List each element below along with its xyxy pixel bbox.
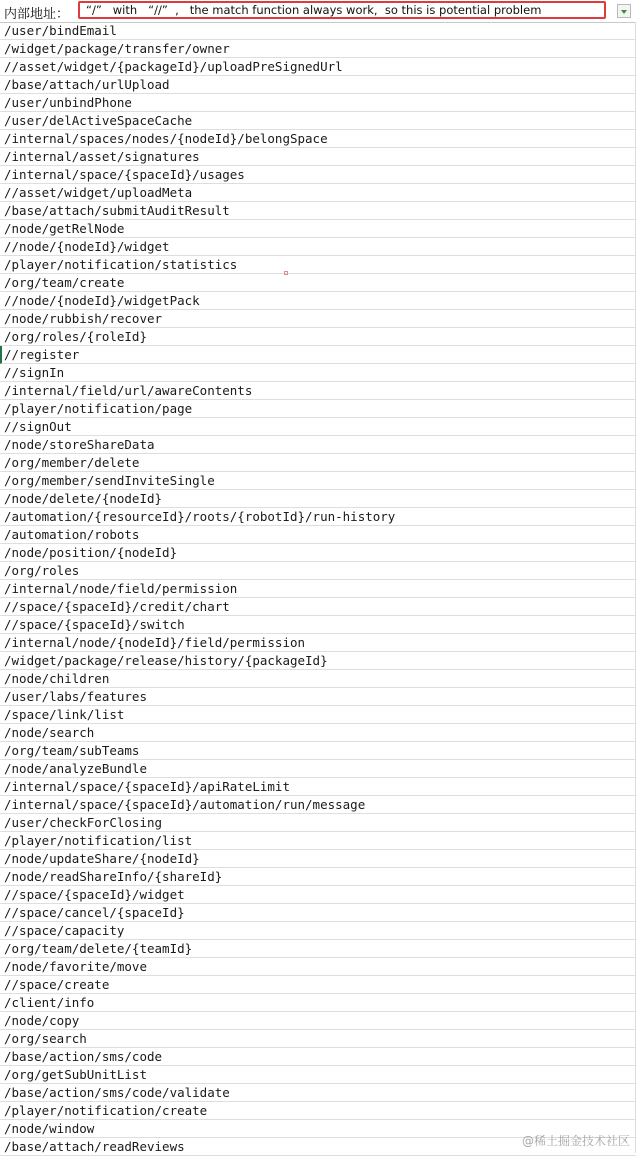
filter-dropdown-button[interactable] bbox=[617, 4, 631, 18]
internal-address-label: 内部地址： bbox=[4, 7, 70, 22]
table-row[interactable]: //space/{spaceId}/widget bbox=[0, 886, 636, 904]
table-row[interactable]: /node/search bbox=[0, 724, 636, 742]
table-row[interactable]: /node/favorite/move bbox=[0, 958, 636, 976]
table-row[interactable]: //space/{spaceId}/switch bbox=[0, 616, 636, 634]
filter-input-text: “/” with “//” , the match function always work, so this is potential problem bbox=[86, 3, 542, 17]
table-row[interactable]: //node/{nodeId}/widget bbox=[0, 238, 636, 256]
chevron-down-icon bbox=[621, 10, 627, 14]
table-row[interactable]: /player/notification/create bbox=[0, 1102, 636, 1120]
table-row[interactable]: /node/updateShare/{nodeId} bbox=[0, 850, 636, 868]
table-row[interactable]: /space/link/list bbox=[0, 706, 636, 724]
table-row[interactable]: /internal/space/{spaceId}/automation/run/message bbox=[0, 796, 636, 814]
table-row[interactable]: /org/roles/{roleId} bbox=[0, 328, 636, 346]
table-row[interactable]: /node/getRelNode bbox=[0, 220, 636, 238]
cell-selection-marker bbox=[284, 271, 288, 275]
table-row[interactable]: /org/getSubUnitList bbox=[0, 1066, 636, 1084]
table-row[interactable]: /internal/node/{nodeId}/field/permission bbox=[0, 634, 636, 652]
table-row[interactable]: //space/cancel/{spaceId} bbox=[0, 904, 636, 922]
table-row[interactable]: /org/member/sendInviteSingle bbox=[0, 472, 636, 490]
table-row[interactable]: /user/labs/features bbox=[0, 688, 636, 706]
table-row[interactable]: /node/readShareInfo/{shareId} bbox=[0, 868, 636, 886]
table-row[interactable]: /internal/asset/signatures bbox=[0, 148, 636, 166]
table-row[interactable]: /base/attach/urlUpload bbox=[0, 76, 636, 94]
table-row[interactable]: /org/team/create bbox=[0, 274, 636, 292]
table-row[interactable]: /user/delActiveSpaceCache bbox=[0, 112, 636, 130]
table-row[interactable]: /internal/space/{spaceId}/usages bbox=[0, 166, 636, 184]
table-row[interactable]: /internal/field/url/awareContents bbox=[0, 382, 636, 400]
table-row[interactable]: /internal/spaces/nodes/{nodeId}/belongSpace bbox=[0, 130, 636, 148]
table-row[interactable]: /node/position/{nodeId} bbox=[0, 544, 636, 562]
table-row[interactable]: /widget/package/transfer/owner bbox=[0, 40, 636, 58]
table-row[interactable]: /player/notification/list bbox=[0, 832, 636, 850]
table-row[interactable]: /widget/package/release/history/{packageId} bbox=[0, 652, 636, 670]
table-row[interactable]: /base/action/sms/code/validate bbox=[0, 1084, 636, 1102]
table-row[interactable]: /base/attach/readReviews bbox=[0, 1138, 636, 1156]
table-row[interactable]: /node/delete/{nodeId} bbox=[0, 490, 636, 508]
watermark: @稀土掘金技术社区 bbox=[521, 1134, 630, 1148]
table-row[interactable]: /base/action/sms/code bbox=[0, 1048, 636, 1066]
table-row[interactable]: //asset/widget/uploadMeta bbox=[0, 184, 636, 202]
table-row[interactable]: //node/{nodeId}/widgetPack bbox=[0, 292, 636, 310]
table-row[interactable]: /internal/node/field/permission bbox=[0, 580, 636, 598]
table-row[interactable]: //signOut bbox=[0, 418, 636, 436]
header-bar bbox=[0, 0, 636, 23]
table-row[interactable]: /node/analyzeBundle bbox=[0, 760, 636, 778]
table-row[interactable]: //signIn bbox=[0, 364, 636, 382]
table-row[interactable]: /org/team/subTeams bbox=[0, 742, 636, 760]
table-row[interactable]: /user/bindEmail bbox=[0, 22, 636, 40]
table-row[interactable]: /player/notification/statistics bbox=[0, 256, 636, 274]
table-row[interactable]: /internal/space/{spaceId}/apiRateLimit bbox=[0, 778, 636, 796]
table-row[interactable]: //space/{spaceId}/credit/chart bbox=[0, 598, 636, 616]
table-row[interactable]: //register bbox=[0, 346, 636, 364]
table-row[interactable]: /node/children bbox=[0, 670, 636, 688]
table-row[interactable]: /org/roles bbox=[0, 562, 636, 580]
filter-input[interactable] bbox=[78, 1, 606, 19]
table-row[interactable]: /player/notification/page bbox=[0, 400, 636, 418]
table-row[interactable]: /node/rubbish/recover bbox=[0, 310, 636, 328]
table-row[interactable]: /node/storeShareData bbox=[0, 436, 636, 454]
table-row[interactable]: /automation/{resourceId}/roots/{robotId}/run-history bbox=[0, 508, 636, 526]
table-row[interactable]: /base/attach/submitAuditResult bbox=[0, 202, 636, 220]
table-row[interactable]: //asset/widget/{packageId}/uploadPreSignedUrl bbox=[0, 58, 636, 76]
table-row[interactable]: /node/window bbox=[0, 1120, 636, 1138]
table-row[interactable]: /org/search bbox=[0, 1030, 636, 1048]
address-list bbox=[0, 22, 636, 1156]
table-row[interactable]: /automation/robots bbox=[0, 526, 636, 544]
table-row[interactable]: /client/info bbox=[0, 994, 636, 1012]
table-row[interactable]: //space/capacity bbox=[0, 922, 636, 940]
table-row[interactable]: //space/create bbox=[0, 976, 636, 994]
table-row[interactable]: /user/unbindPhone bbox=[0, 94, 636, 112]
table-row[interactable]: /org/team/delete/{teamId} bbox=[0, 940, 636, 958]
table-row[interactable]: /user/checkForClosing bbox=[0, 814, 636, 832]
table-row[interactable]: /org/member/delete bbox=[0, 454, 636, 472]
table-row[interactable]: /node/copy bbox=[0, 1012, 636, 1030]
